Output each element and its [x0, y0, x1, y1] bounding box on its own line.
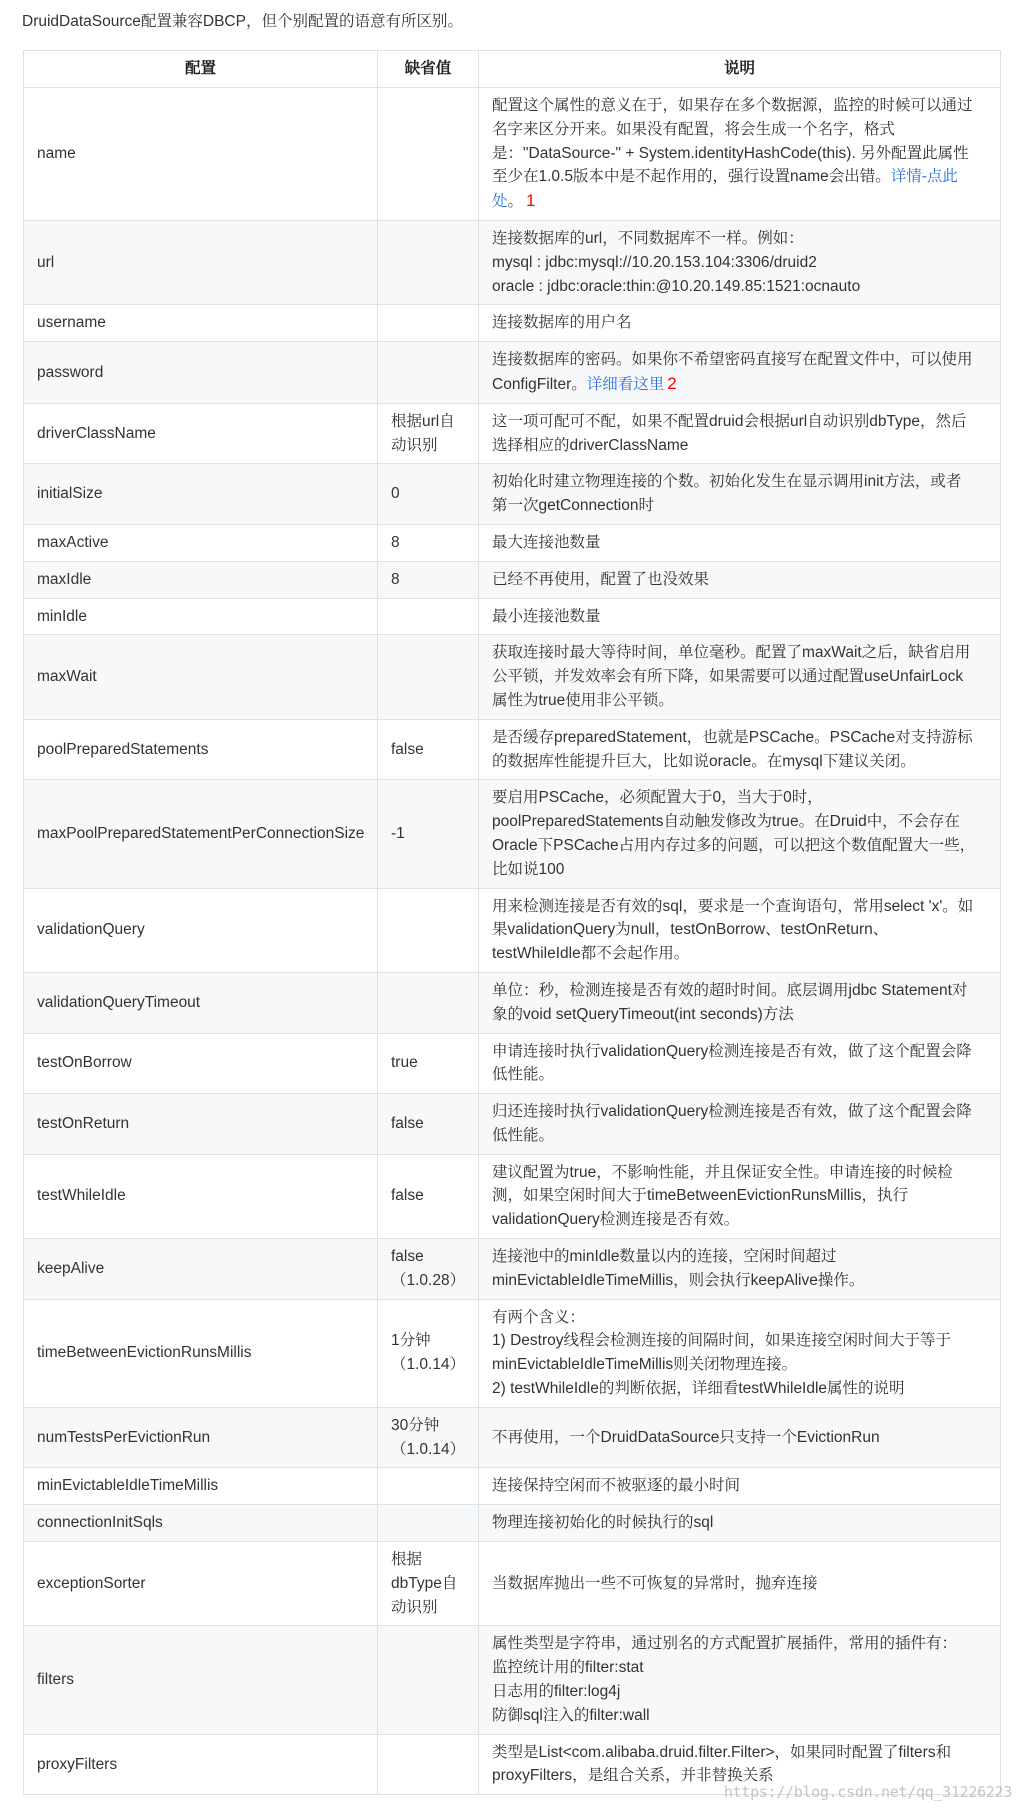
- description-cell: [479, 1626, 1001, 1734]
- table-header-row: [24, 51, 1001, 88]
- config-name: initialSize: [37, 485, 103, 503]
- description-cell: [479, 598, 1001, 635]
- config-name: testWhileIdle: [37, 1187, 126, 1205]
- description-line: 比如说100: [492, 860, 565, 878]
- default-value-cell: [378, 220, 479, 304]
- default-value-cell: [378, 1626, 479, 1734]
- description-line: 日志用的filter:log4j: [492, 1683, 621, 1701]
- table-row: [24, 719, 1001, 780]
- config-name: validationQueryTimeout: [37, 993, 201, 1011]
- config-name-cell: [24, 464, 378, 525]
- header-config: 配置: [24, 51, 378, 88]
- config-name: numTestsPerEvictionRun: [37, 1428, 211, 1446]
- default-value-cell: [378, 464, 479, 525]
- default-value-line: 0: [391, 485, 400, 503]
- description-cell: [479, 561, 1001, 598]
- config-name: username: [37, 314, 106, 332]
- description-line: 当数据库抛出一些不可恢复的异常时，抛弃连接: [492, 1574, 818, 1592]
- table-row: [24, 88, 1001, 221]
- description-line: 低性能。: [492, 1126, 555, 1144]
- default-value-line: 根据url自: [391, 412, 455, 430]
- default-value-cell: [378, 972, 479, 1033]
- description-line: minEvictableIdleTimeMillis则关闭物理连接。: [492, 1356, 798, 1374]
- description-line: 这一项可配可不配，如果不配置druid会根据url自动识别dbType，然后: [492, 412, 967, 430]
- default-value-line: 8: [391, 570, 400, 588]
- description-line: [492, 189, 994, 214]
- default-value-cell: [378, 719, 479, 780]
- description-cell: [479, 972, 1001, 1033]
- description-line: 最大连接池数量: [492, 533, 601, 551]
- description-line: proxyFilters，是组合关系，并非替换关系: [492, 1767, 774, 1785]
- default-value-line: false: [391, 1187, 424, 1205]
- description-cell: [479, 220, 1001, 304]
- table-row: [24, 1154, 1001, 1238]
- default-value-cell: [378, 1094, 479, 1155]
- config-name: minEvictableIdleTimeMillis: [37, 1477, 219, 1495]
- description-line: 初始化时建立物理连接的个数。初始化发生在显示调用init方法，或者: [492, 473, 962, 491]
- config-name: filters: [37, 1671, 75, 1689]
- description-line: 要启用PSCache，必须配置大于0，当大于0时，: [492, 789, 823, 807]
- description-line: 象的void setQueryTimeout(int seconds)方法: [492, 1005, 794, 1023]
- description-text: 。: [507, 193, 524, 211]
- config-name: poolPreparedStatements: [37, 740, 209, 758]
- default-value-cell: [378, 598, 479, 635]
- detail-link[interactable]: 详情-点此: [890, 168, 958, 186]
- config-name-cell: [24, 1734, 378, 1795]
- description-cell: [479, 1407, 1001, 1468]
- config-name-cell: [24, 342, 378, 404]
- default-value-cell: [378, 524, 479, 561]
- default-value-line: false: [391, 1248, 424, 1266]
- config-name-cell: [24, 88, 378, 221]
- default-value-line: 30分钟: [391, 1416, 440, 1434]
- default-value-cell: [378, 780, 479, 888]
- description-line: 连接保持空闲而不被驱逐的最小时间: [492, 1477, 741, 1495]
- config-name-cell: [24, 888, 378, 972]
- config-name-cell: [24, 1505, 378, 1542]
- config-table: [23, 50, 1001, 1795]
- description-line: 建议配置为true，不影响性能，并且保证安全性。申请连接的时候检: [492, 1163, 953, 1181]
- description-cell: [479, 719, 1001, 780]
- annotation-number: 2: [667, 373, 677, 393]
- description-line: mysql : jdbc:mysql://10.20.153.104:3306/druid2: [492, 253, 817, 271]
- detail-link[interactable]: 详细看这里: [586, 375, 665, 393]
- config-name: validationQuery: [37, 921, 145, 939]
- description-line: 物理连接初始化的时候执行的sql: [492, 1514, 714, 1532]
- config-name: name: [37, 145, 76, 163]
- default-value-cell: [378, 1154, 479, 1238]
- config-name-cell: [24, 1407, 378, 1468]
- description-line: 是否缓存preparedStatement，也就是PSCache。PSCache对支持游标: [492, 728, 973, 746]
- description-cell: [479, 403, 1001, 464]
- default-value-cell: [378, 1033, 479, 1094]
- default-value-line: 根据: [391, 1551, 423, 1569]
- description-cell: [479, 1468, 1001, 1505]
- config-name: connectionInitSqls: [37, 1514, 163, 1532]
- table-row: [24, 342, 1001, 404]
- config-name-cell: [24, 403, 378, 464]
- default-value-line: （1.0.28）: [391, 1271, 466, 1289]
- default-value-line: （1.0.14）: [391, 1356, 466, 1374]
- description-line: 第一次getConnection时: [492, 497, 654, 515]
- description-line: 归还连接时执行validationQuery检测连接是否有效，做了这个配置会降: [492, 1103, 972, 1121]
- default-value-line: 动识别: [391, 436, 438, 454]
- annotation-number: 1: [526, 191, 536, 211]
- description-line: 连接数据库的用户名: [492, 314, 632, 332]
- config-name: exceptionSorter: [37, 1574, 146, 1592]
- description-line: 最小连接池数量: [492, 607, 601, 625]
- description-line: 申请连接时执行validationQuery检测连接是否有效，做了这个配置会降: [492, 1042, 972, 1060]
- description-cell: [479, 1542, 1001, 1626]
- table-row: [24, 403, 1001, 464]
- description-line: 监控统计用的filter:stat: [492, 1659, 644, 1677]
- config-name: timeBetweenEvictionRunsMillis: [37, 1344, 252, 1362]
- description-text: ConfigFilter。: [492, 375, 587, 393]
- description-line: 连接数据库的密码。如果你不希望密码直接写在配置文件中，可以使用: [492, 351, 973, 369]
- default-value-cell: [378, 88, 479, 221]
- detail-link[interactable]: 处: [492, 193, 508, 211]
- config-name-cell: [24, 719, 378, 780]
- table-row: [24, 635, 1001, 719]
- table-row: [24, 1407, 1001, 1468]
- description-cell: [479, 1094, 1001, 1155]
- table-row: [24, 220, 1001, 304]
- description-line: 测，如果空闲时间大于timeBetweenEvictionRunsMillis，执行: [492, 1187, 908, 1205]
- table-row: [24, 780, 1001, 888]
- description-line: 低性能。: [492, 1066, 555, 1084]
- description-cell: [479, 888, 1001, 972]
- config-name-cell: [24, 1299, 378, 1407]
- description-line: [492, 165, 994, 189]
- description-cell: [479, 1505, 1001, 1542]
- config-name: maxPoolPreparedStatementPerConnectionSize: [37, 825, 365, 843]
- description-cell: [479, 464, 1001, 525]
- config-name-cell: [24, 598, 378, 635]
- description-line: 有两个含义：: [492, 1308, 586, 1326]
- description-text: 至少在1.0.5版本中是不起作用的，强行设置name会出错。: [492, 168, 891, 186]
- description-line: 选择相应的driverClassName: [492, 436, 689, 454]
- description-line: 连接数据库的url，不同数据库不一样。例如：: [492, 229, 804, 247]
- default-value-cell: [378, 1505, 479, 1542]
- config-name: minIdle: [37, 607, 87, 625]
- config-name: url: [37, 253, 55, 271]
- table-row: [24, 888, 1001, 972]
- config-name-cell: [24, 1033, 378, 1094]
- default-value-line: dbType自: [391, 1574, 458, 1592]
- default-value-cell: [378, 1468, 479, 1505]
- header-default: 缺省值: [378, 51, 479, 88]
- intro-text: DruidDataSource配置兼容DBCP，但个别配置的语意有所区别。: [22, 13, 463, 30]
- watermark: https://blog.csdn.net/qq_31226223: [723, 1783, 1012, 1801]
- description-line: testWhileIdle都不会起作用。: [492, 945, 690, 963]
- config-name: testOnReturn: [37, 1114, 130, 1132]
- config-name: password: [37, 363, 104, 381]
- config-name-cell: [24, 305, 378, 342]
- config-name-cell: [24, 524, 378, 561]
- description-line: 已经不再使用，配置了也没效果: [492, 570, 710, 588]
- default-value-line: 8: [391, 533, 400, 551]
- table-row: [24, 598, 1001, 635]
- config-name: keepAlive: [37, 1259, 105, 1277]
- config-name-cell: [24, 1154, 378, 1238]
- description-cell: [479, 524, 1001, 561]
- description-line: Oracle下PSCache占用内存过多的问题，可以把这个数值配置大一些，: [492, 836, 976, 854]
- table-row: [24, 1094, 1001, 1155]
- config-name-cell: [24, 1542, 378, 1626]
- default-value-line: -1: [391, 825, 405, 843]
- table-row: [24, 1299, 1001, 1407]
- description-line: poolPreparedStatements自动触发修改为true。在Druid中，不会存在: [492, 813, 960, 831]
- description-line: 公平锁，并发效率会有所下降，如果需要可以通过配置useUnfairLock: [492, 668, 964, 686]
- description-cell: [479, 1299, 1001, 1407]
- table-row: [24, 1542, 1001, 1626]
- description-line: 单位：秒，检测连接是否有效的超时时间。底层调用jdbc Statement对: [492, 981, 968, 999]
- description-line: 防御sql注入的filter:wall: [492, 1706, 650, 1724]
- config-name-cell: [24, 972, 378, 1033]
- table-body: [24, 88, 1001, 1795]
- description-line: 果validationQuery为null，testOnBorrow、testOnReturn、: [492, 921, 889, 939]
- table-row: [24, 305, 1001, 342]
- default-value-cell: [378, 1407, 479, 1468]
- description-line: 名字来区分开来。如果没有配置，将会生成一个名字，格式: [492, 120, 896, 138]
- description-line: 属性类型是字符串，通过别名的方式配置扩展插件，常用的插件有：: [492, 1635, 958, 1653]
- table-row: [24, 1468, 1001, 1505]
- description-cell: [479, 1154, 1001, 1238]
- description-line: 的数据库性能提升巨大，比如说oracle。在mysql下建议关闭。: [492, 752, 916, 770]
- config-name: proxyFilters: [37, 1755, 118, 1773]
- config-name-cell: [24, 1626, 378, 1734]
- table-row: [24, 1505, 1001, 1542]
- config-name-cell: [24, 780, 378, 888]
- default-value-line: 1分钟: [391, 1332, 431, 1350]
- default-value-cell: [378, 635, 479, 719]
- config-name-cell: [24, 1239, 378, 1300]
- description-line: 2) testWhileIdle的判断依据，详细看testWhileIdle属性的说明: [492, 1380, 905, 1398]
- description-line: 配置这个属性的意义在于，如果存在多个数据源，监控的时候可以通过: [492, 97, 973, 114]
- description-cell: [479, 342, 1001, 404]
- default-value-cell: [378, 342, 479, 404]
- description-line: 1) Destroy线程会检测连接的间隔时间，如果连接空闲时间大于等于: [492, 1332, 951, 1350]
- description-cell: [479, 635, 1001, 719]
- config-name: maxIdle: [37, 570, 92, 588]
- default-value-cell: [378, 888, 479, 972]
- description-line: 用来检测连接是否有效的sql，要求是一个查询语句，常用select 'x'。如: [492, 897, 974, 915]
- default-value-line: true: [391, 1054, 418, 1072]
- table-row: [24, 972, 1001, 1033]
- config-name: maxWait: [37, 668, 97, 686]
- default-value-cell: [378, 1239, 479, 1300]
- default-value-cell: [378, 403, 479, 464]
- default-value-cell: [378, 305, 479, 342]
- table-row: [24, 524, 1001, 561]
- default-value-cell: [378, 1542, 479, 1626]
- table-row: [24, 1033, 1001, 1094]
- header-description: 说明: [479, 51, 1001, 88]
- config-name-cell: [24, 1094, 378, 1155]
- description-line: 获取连接时最大等待时间，单位毫秒。配置了maxWait之后，缺省启用: [492, 644, 971, 662]
- description-cell: [479, 1239, 1001, 1300]
- default-value-line: 动识别: [391, 1598, 438, 1616]
- description-line: 连接池中的minIdle数量以内的连接，空闲时间超过: [492, 1248, 837, 1266]
- description-line: 属性为true使用非公平锁。: [492, 691, 674, 709]
- description-line: 不再使用，一个DruidDataSource只支持一个EvictionRun: [492, 1428, 880, 1446]
- table-row: [24, 561, 1001, 598]
- description-line: 类型是List<com.alibaba.druid.filter.Filter>，如果同时配置了filters和: [492, 1743, 952, 1761]
- config-name: testOnBorrow: [37, 1054, 132, 1072]
- default-value-line: false: [391, 1114, 424, 1132]
- table-row: [24, 1626, 1001, 1734]
- config-name-cell: [24, 220, 378, 304]
- description-cell: [479, 780, 1001, 888]
- config-name: maxActive: [37, 533, 109, 551]
- default-value-cell: [378, 561, 479, 598]
- config-name-cell: [24, 1468, 378, 1505]
- description-line: validationQuery检测连接是否有效。: [492, 1211, 740, 1229]
- default-value-cell: [378, 1734, 479, 1795]
- description-line: oracle : jdbc:oracle:thin:@10.20.149.85:1521:ocnauto: [492, 277, 861, 295]
- table-row: [24, 464, 1001, 525]
- description-line: [492, 372, 994, 397]
- config-name-cell: [24, 561, 378, 598]
- config-name: driverClassName: [37, 424, 156, 442]
- default-value-cell: [378, 1299, 479, 1407]
- description-cell: [479, 88, 1001, 221]
- default-value-line: （1.0.14）: [391, 1440, 466, 1458]
- config-name-cell: [24, 635, 378, 719]
- default-value-line: false: [391, 740, 424, 758]
- table-row: [24, 1239, 1001, 1300]
- description-line: minEvictableIdleTimeMillis，则会执行keepAlive操作。: [492, 1271, 865, 1289]
- description-line: 是："DataSource-" + System.identityHashCode(this). 另外配置此属性: [492, 144, 969, 162]
- description-cell: [479, 1033, 1001, 1094]
- description-cell: [479, 305, 1001, 342]
